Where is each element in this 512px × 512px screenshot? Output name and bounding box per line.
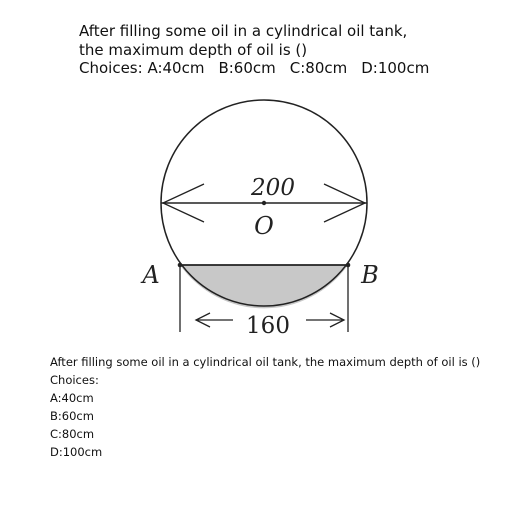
point-a-label: A (142, 261, 160, 289)
question-line-2: the maximum depth of oil is () (79, 40, 308, 59)
footer-choice-d: D:100cm (50, 445, 103, 459)
choices-line (79, 59, 499, 78)
footer-choice-b: B:60cm (50, 409, 94, 423)
footer-choice-a: A:40cm (50, 391, 94, 405)
chord-label: 160 (246, 313, 290, 339)
question-footer (50, 353, 500, 461)
diameter-label: 200 (251, 175, 295, 201)
choice-b-inline: B:60cm (218, 59, 276, 77)
choice-c-inline: C:80cm (289, 59, 348, 77)
choice-d-inline: D:100cm (361, 59, 430, 77)
footer-choices-label: Choices: (50, 373, 99, 387)
choice-a-inline: A:40cm (147, 59, 205, 77)
point-b-label: B (361, 261, 379, 289)
center-point (262, 201, 266, 205)
tank-cross-section-figure (130, 95, 380, 340)
footer-choice-c: C:80cm (50, 427, 95, 441)
tank-diagram (130, 95, 380, 340)
question-header (79, 22, 499, 78)
center-label: O (254, 212, 274, 240)
choices-label: Choices: (79, 59, 143, 77)
question-line-1: After filling some oil in a cylindrical oil tank, (79, 22, 408, 40)
footer-question: After filling some oil in a cylindrical oil tank, the maximum depth of oil is () (50, 355, 481, 369)
